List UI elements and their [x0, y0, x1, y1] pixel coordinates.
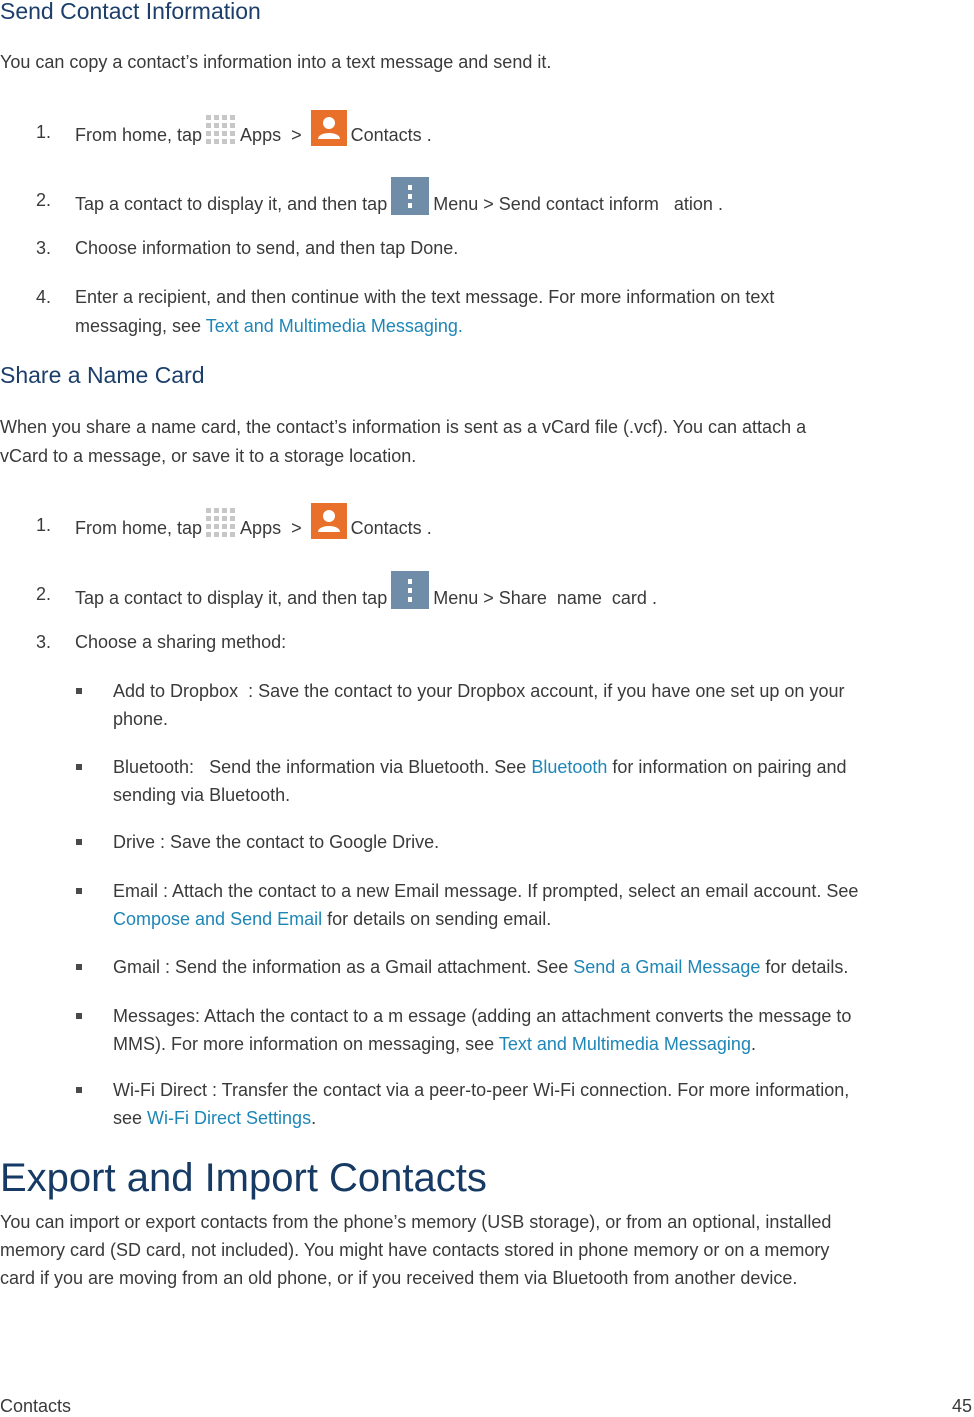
separator: >	[291, 517, 302, 538]
method-email	[0, 877, 974, 937]
method-text: : Send the information as a Gmail attachment. See	[165, 957, 569, 977]
period: .	[426, 124, 432, 145]
export-line-3: card if you are moving from an old phone, or if you received them via Bluetooth from another device.	[0, 1268, 798, 1288]
apps-label: Apps	[240, 124, 282, 145]
step-number: 3.	[36, 238, 52, 258]
step-number: 3.	[36, 632, 52, 652]
step-number: 2.	[36, 584, 52, 604]
step-text: Tap a contact to display it, and then tap	[75, 587, 388, 608]
step-text-cont: messaging, see	[75, 316, 202, 336]
link-send-gmail-message[interactable]: Send a Gmail Message	[573, 957, 761, 977]
separator: >	[483, 193, 494, 214]
link-compose-send-email[interactable]: Compose and Send Email	[113, 909, 323, 929]
step-number: 1.	[36, 515, 52, 535]
separator: >	[291, 124, 302, 145]
step-text: Choose information to send, and then tap	[75, 238, 406, 258]
method-text-cont: see	[113, 1108, 143, 1128]
method-text: for information on pairing and	[612, 757, 847, 777]
menu-label: Menu	[433, 193, 479, 214]
share-label: Share	[498, 587, 547, 608]
period: .	[426, 517, 432, 538]
method-label: Bluetooth:	[113, 757, 195, 777]
apps-label: Apps	[240, 517, 282, 538]
method-label: Add to Dropbox	[113, 681, 239, 701]
apps-grid-icon[interactable]	[206, 115, 236, 145]
card-label: card	[611, 587, 647, 608]
method-messages	[0, 1002, 974, 1062]
method-text-cont: for details on sending email.	[327, 909, 552, 929]
send-contact-info-label: Send contact inform	[498, 193, 659, 214]
step-text: Tap a contact to display it, and then tap	[75, 193, 388, 214]
method-text: : Save the contact to Google Drive.	[160, 832, 440, 852]
step-text: From home, tap	[75, 517, 203, 538]
step-text: Enter a recipient, and then continue with the text message. For more information on text	[75, 287, 775, 307]
method-label: Gmail	[113, 957, 161, 977]
step-number: 2.	[36, 190, 52, 210]
heading-share-name-card: Share a Name Card	[0, 362, 205, 388]
method-bluetooth	[0, 753, 974, 813]
share-intro-line-1: When you share a name card, the contact’s information is sent as a vCard file (.vcf). You can attach a	[0, 417, 807, 437]
method-text: : Attach the contact to a new Email message. If prompted, select an email account. See	[163, 881, 859, 901]
menu-kebab-icon[interactable]	[391, 571, 429, 609]
method-text: Attach the contact to a m essage (adding an attachment converts the message to	[204, 1006, 852, 1026]
bullet	[76, 1087, 82, 1093]
apps-grid-icon[interactable]	[206, 508, 236, 538]
bullet	[76, 764, 82, 770]
contacts-person-icon[interactable]	[311, 503, 347, 539]
footer-page-number: 45	[951, 1396, 972, 1416]
step-number: 4.	[36, 287, 52, 307]
period: .	[750, 1034, 756, 1054]
done-label: Done	[410, 238, 454, 258]
link-wifi-direct-settings[interactable]: Wi-Fi Direct Settings	[147, 1108, 312, 1128]
period: .	[453, 238, 459, 258]
period: .	[311, 1108, 317, 1128]
separator: >	[483, 587, 494, 608]
contacts-label: Contacts	[350, 124, 422, 145]
method-text-cont: sending via Bluetooth.	[113, 785, 291, 805]
contacts-person-icon[interactable]	[311, 110, 347, 146]
method-label: Wi-Fi Direct	[113, 1080, 207, 1100]
period: .	[717, 193, 723, 214]
step-text: Choose a sharing method:	[75, 632, 287, 652]
export-line-1: You can import or export contacts from the phone’s memory (USB storage), or from an optional, installed	[0, 1212, 832, 1232]
link-text-multimedia-messaging[interactable]: Text and Multimedia Messaging.	[205, 316, 463, 336]
method-text-cont: phone.	[113, 709, 169, 729]
bullet	[76, 839, 82, 845]
method-wifi-direct	[0, 1076, 974, 1136]
method-label: Messages:	[113, 1006, 201, 1026]
method-label: Email	[113, 881, 159, 901]
bullet	[76, 888, 82, 894]
send-contact-info-label-end: ation	[673, 193, 713, 214]
footer-section-name: Contacts	[0, 1396, 72, 1416]
bullet	[76, 1013, 82, 1019]
send-intro: You can copy a contact’s information into a text message and send it.	[0, 52, 552, 72]
link-bluetooth[interactable]: Bluetooth	[531, 757, 608, 777]
bullet	[76, 964, 82, 970]
period: .	[651, 587, 657, 608]
share-intro-line-2: vCard to a message, or save it to a storage location.	[0, 446, 417, 466]
link-text-multimedia-messaging[interactable]: Text and Multimedia Messaging	[498, 1034, 751, 1054]
send-step-4	[0, 283, 974, 343]
method-text: : Save the contact to your Dropbox account, if you have one set up on your	[248, 681, 845, 701]
heading-send-contact-information: Send Contact Information	[0, 0, 261, 24]
name-label: name	[556, 587, 602, 608]
contacts-label: Contacts	[350, 517, 422, 538]
method-label: Drive	[113, 832, 156, 852]
method-text-cont: MMS). For more information on messaging, see	[113, 1034, 495, 1054]
menu-label: Menu	[433, 587, 479, 608]
method-dropbox	[0, 677, 974, 737]
heading-export-import-contacts: Export and Import Contacts	[0, 1156, 487, 1200]
step-text: From home, tap	[75, 124, 203, 145]
export-line-2: memory card (SD card, not included). You might have contacts stored in phone memory or on a memory	[0, 1240, 830, 1260]
step-number: 1.	[36, 122, 52, 142]
method-text: for details.	[765, 957, 849, 977]
method-text: Send the information via Bluetooth. See	[209, 757, 527, 777]
bullet	[76, 688, 82, 694]
menu-kebab-icon[interactable]	[391, 177, 429, 215]
method-text: : Transfer the contact via a peer-to-peer Wi-Fi connection. For more information,	[212, 1080, 850, 1100]
